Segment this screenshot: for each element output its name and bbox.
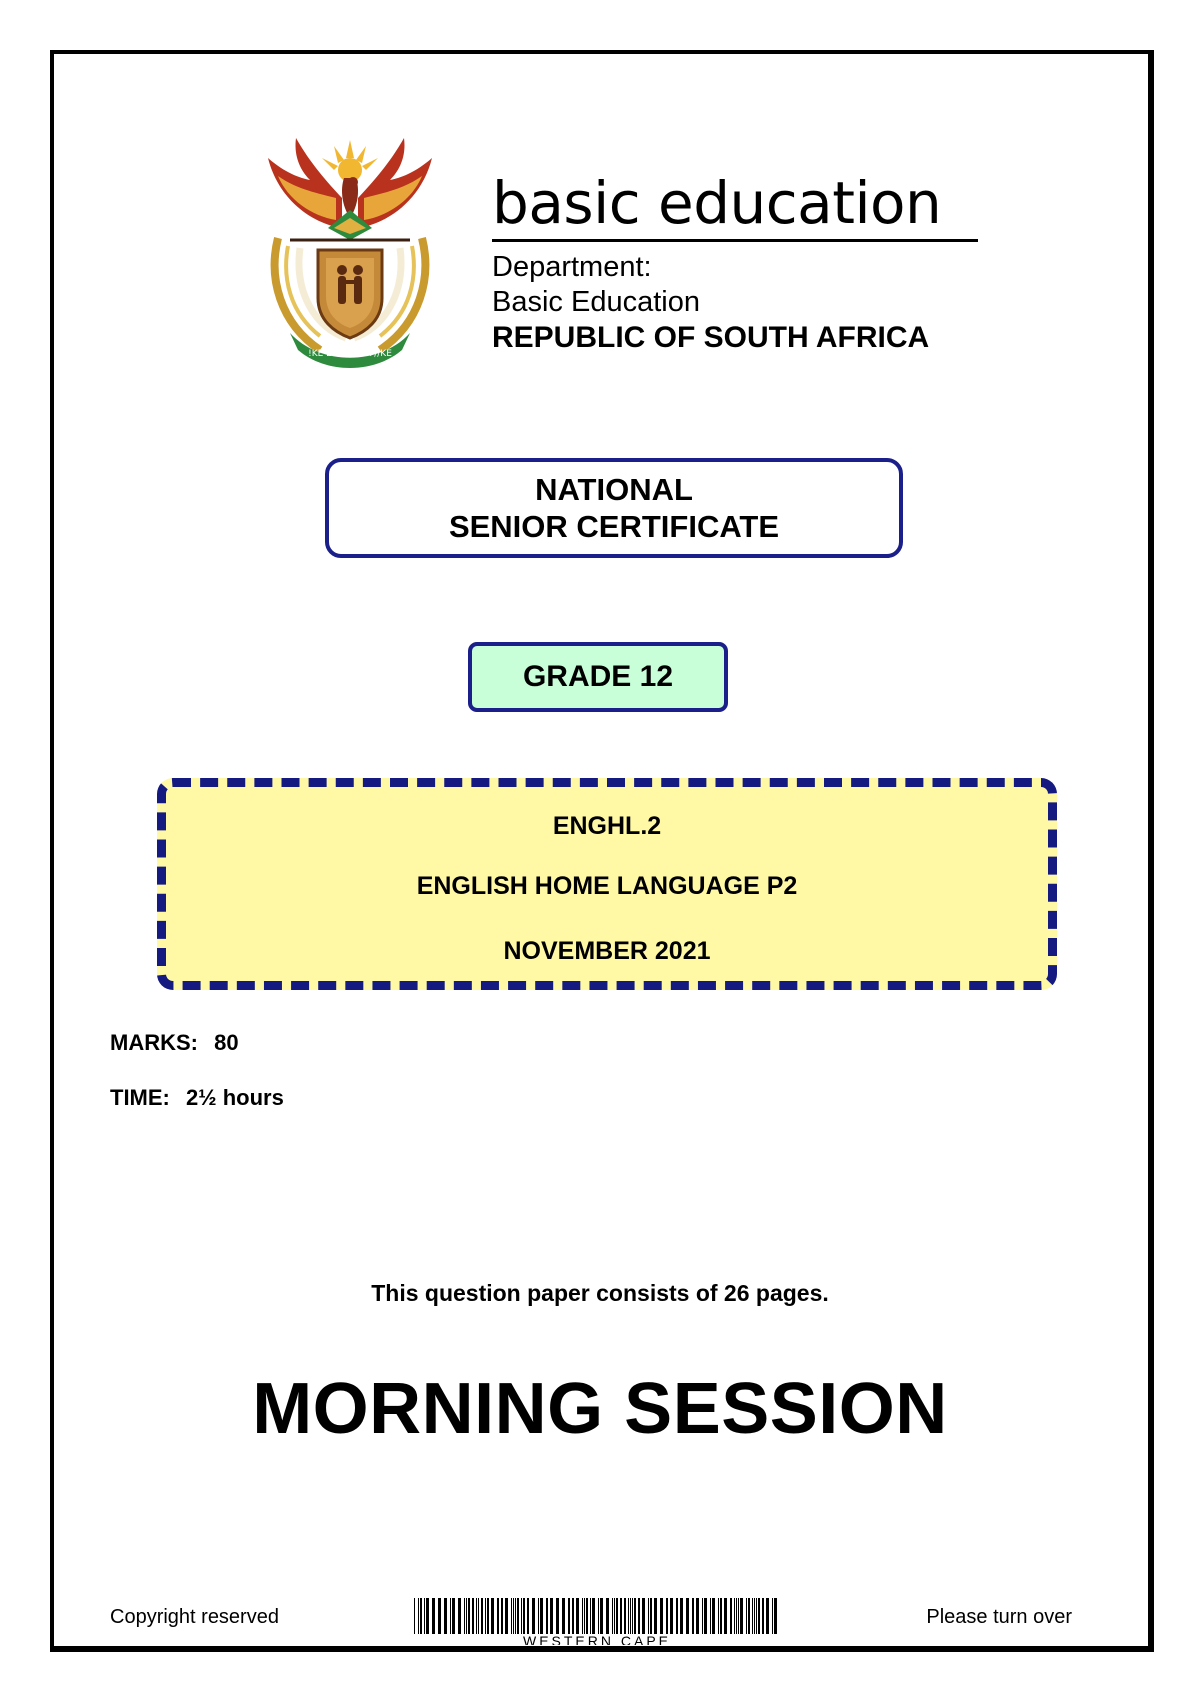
marks-label: MARKS: xyxy=(110,1030,198,1055)
brand-block xyxy=(492,168,982,356)
crest-motto: !KE E: /XARRA //KE xyxy=(308,349,392,359)
barcode-caption: WESTERN CAPE xyxy=(522,1634,671,1645)
session-title: MORNING SESSION xyxy=(252,1369,948,1449)
brand-rule xyxy=(492,239,978,242)
time-label: TIME: xyxy=(110,1085,170,1110)
brand-name: basic education xyxy=(492,169,942,237)
subject-code: ENGHL.2 xyxy=(552,812,662,840)
time-line xyxy=(110,1085,284,1111)
subject-title: ENGLISH HOME LANGUAGE P2 xyxy=(416,872,798,900)
grade-label: GRADE 12 xyxy=(522,660,674,693)
certificate-line-1: NATIONAL xyxy=(535,472,693,507)
subject-box xyxy=(157,778,1057,990)
department-line-1: Department: xyxy=(492,251,652,283)
marks-value: 80 xyxy=(214,1030,239,1055)
time-value: 2½ hours xyxy=(186,1085,284,1110)
copyright-text: Copyright reserved xyxy=(110,1606,279,1628)
turn-over-text: Please turn over xyxy=(926,1606,1072,1628)
marks-line xyxy=(110,1030,239,1056)
republic-line: REPUBLIC OF SOUTH AFRICA xyxy=(492,321,930,354)
barcode-icon xyxy=(414,1598,780,1634)
coat-of-arms-icon xyxy=(250,128,450,372)
subject-date: NOVEMBER 2021 xyxy=(503,937,711,965)
department-line-2: Basic Education xyxy=(492,286,700,318)
certificate-line-2: SENIOR CERTIFICATE xyxy=(448,509,780,544)
grade-box xyxy=(468,642,728,712)
certificate-box xyxy=(325,458,903,558)
pages-note: This question paper consists of 26 pages. xyxy=(371,1280,829,1306)
